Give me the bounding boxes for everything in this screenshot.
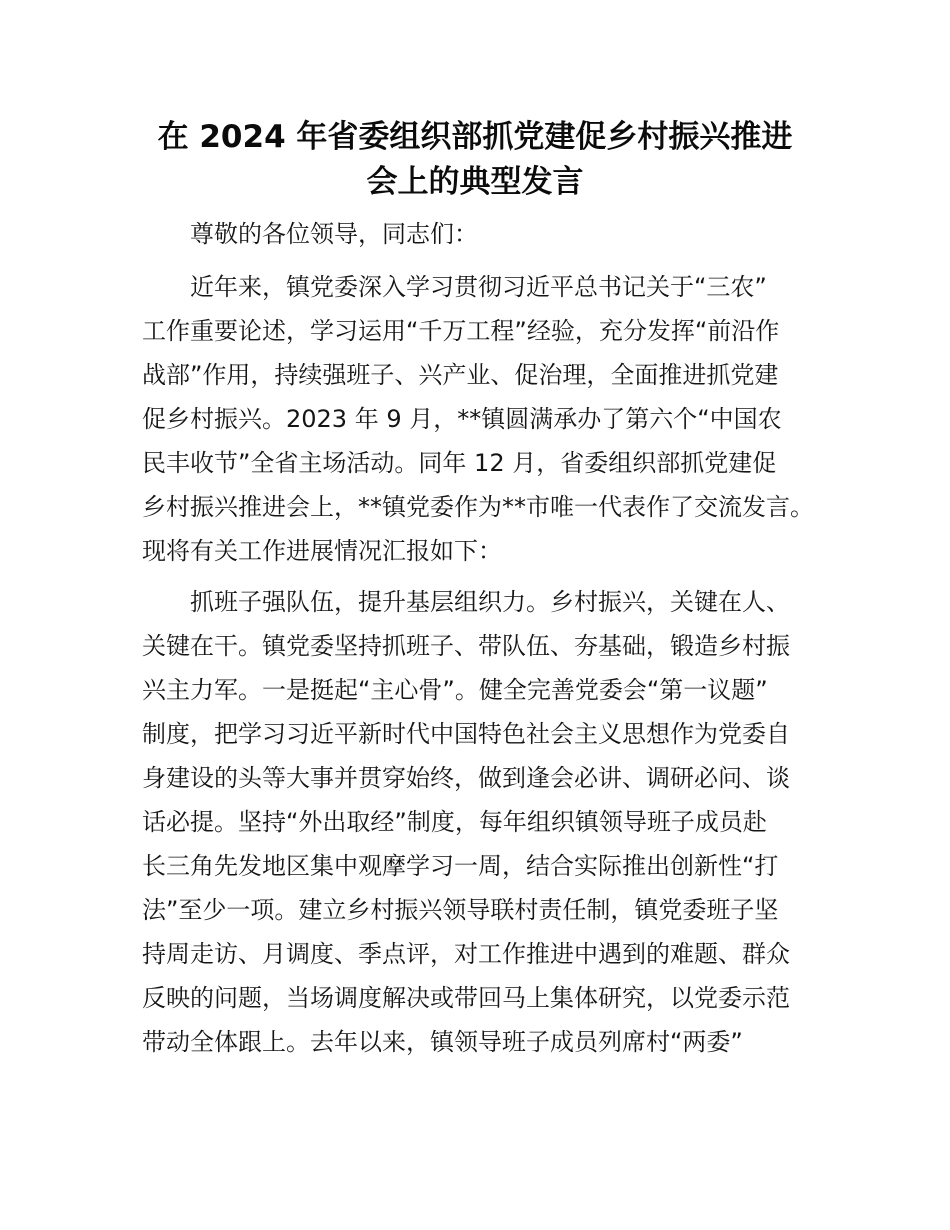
paragraph-2-line: 长三角先发地区集中观摩学习一周，结合实际推出创新性“打	[142, 852, 779, 880]
paragraph-1-line: 民丰收节”全省主场活动。同年 12 月，省委组织部抓党建促	[142, 449, 777, 477]
paragraph-2-line: 身建设的头等大事并贯穿始终，做到逢会必讲、调研必问、谈	[142, 764, 790, 792]
paragraph-1-line: 战部”作用，持续强班子、兴产业、促治理，全面推进抓党建	[142, 361, 779, 389]
document-title-line-1: 在 2024 年省委组织部抓党建促乡村振兴推进	[157, 119, 793, 155]
paragraph-1-line: 促乡村振兴。2023 年 9 月，**镇圆满承办了第六个“中国农	[142, 405, 782, 433]
paragraph-2-line: 抓班子强队伍，提升基层组织力。乡村振兴，关键在人、	[190, 588, 790, 616]
document-title-line-2: 会上的典型发言	[366, 164, 584, 200]
paragraph-2-line: 持周走访、月调度、季点评，对工作推进中遇到的难题、群众	[142, 940, 790, 968]
paragraph-2-line: 反映的问题，当场调度解决或带回马上集体研究，以党委示范	[142, 984, 790, 1012]
paragraph-1-line: 近年来，镇党委深入学习贯彻习近平总书记关于“三农”	[190, 273, 767, 301]
paragraph-1-line: 现将有关工作进展情况汇报如下：	[142, 537, 502, 565]
paragraph-2-line: 话必提。坚持“外出取经”制度，每年组织镇领导班子成员赴	[142, 808, 767, 836]
paragraph-2-line: 关键在干。镇党委坚持抓班子、带队伍、夯基础，锻造乡村振	[142, 632, 790, 660]
paragraph-2-line: 法”至少一项。建立乡村振兴领导联村责任制，镇党委班子坚	[142, 896, 779, 924]
paragraph-2-line: 制度，把学习习近平新时代中国特色社会主义思想作为党委自	[142, 720, 790, 748]
paragraph-1-line: 工作重要论述，学习运用“千万工程”经验，充分发挥“前沿作	[142, 317, 780, 345]
paragraph-2-line: 兴主力军。一是挺起“主心骨”。健全完善党委会“第一议题”	[142, 676, 768, 704]
salutation: 尊敬的各位领导，同志们：	[190, 220, 478, 248]
paragraph-1-line: 乡村振兴推进会上，**镇党委作为**市唯一代表作了交流发言。	[142, 493, 814, 521]
paragraph-2-line: 带动全体跟上。去年以来，镇领导班子成员列席村“两委”	[142, 1028, 743, 1056]
